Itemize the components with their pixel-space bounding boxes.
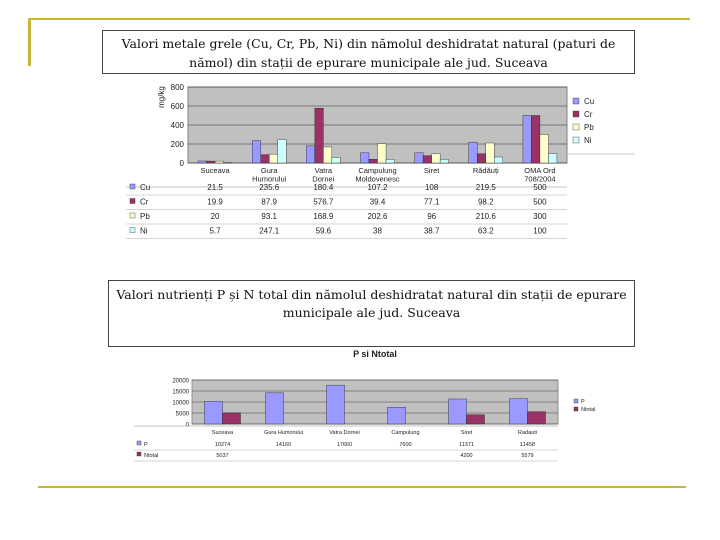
y-tick-label: 5000	[175, 411, 189, 418]
data-label: 14160	[275, 442, 292, 448]
y-tick-label: 600	[170, 102, 184, 111]
legend-label: P	[581, 399, 585, 405]
bar-ni	[548, 154, 557, 164]
bar-pb	[486, 143, 495, 163]
table-legend-key	[130, 184, 135, 189]
y-tick-label: 15000	[172, 389, 189, 396]
data-label: 4200	[460, 453, 473, 459]
data-label: 168.9	[313, 212, 334, 221]
bar-ni	[332, 157, 341, 163]
bar-cr	[477, 154, 486, 163]
chart-title: P si Ntotal	[353, 349, 397, 359]
data-label: 59.6	[315, 226, 332, 236]
bar-cr	[423, 156, 432, 163]
data-label: 77.1	[423, 197, 440, 207]
legend-key-ntotal	[574, 407, 578, 411]
y-axis-label: mg/kg	[157, 86, 166, 108]
x-tick-label: Campulung Moldovenesc	[355, 166, 400, 184]
heavy-metals-chart	[100, 76, 637, 254]
title-nutrients-text: Valori nutrienți P și N total din nămolul deshidratat natural din stații de epurare municipale ale jud. Suceava	[116, 287, 627, 320]
x-tick-label: Siret	[423, 166, 440, 175]
data-label: 247.1	[259, 226, 280, 236]
data-label: 11371	[459, 442, 474, 448]
data-label: 107.2	[367, 183, 388, 192]
bar-p	[327, 385, 345, 424]
bar-cr	[315, 108, 324, 163]
bar-cu	[361, 153, 370, 163]
data-label: 500	[533, 197, 547, 207]
nutrients-chart	[130, 347, 640, 465]
data-label: 11458	[520, 442, 535, 448]
data-label: 5579	[521, 453, 534, 459]
bar-ni	[386, 159, 395, 163]
x-tick-label: Vatra Dornei	[312, 166, 335, 184]
bar-cr	[207, 161, 216, 163]
table-series-name: P	[144, 442, 148, 448]
bar-p	[205, 401, 223, 424]
data-label: 202.6	[367, 212, 388, 221]
bar-cu	[198, 161, 207, 163]
legend-key-p	[574, 399, 578, 403]
bar-cr	[261, 155, 270, 163]
x-tick-label: Rădăuți	[472, 166, 499, 175]
data-label: 63.2	[477, 226, 494, 236]
data-label: 235.6	[259, 183, 280, 192]
table-legend-key	[130, 228, 135, 233]
data-label: 96	[427, 212, 437, 221]
data-label: 93.1	[261, 212, 278, 221]
bar-cu	[252, 141, 261, 163]
bar-ni	[224, 162, 233, 163]
title-heavy-metals	[102, 30, 635, 74]
data-label: 38	[373, 226, 382, 236]
table-series-name: Ntotal	[144, 453, 159, 459]
x-tick-label: Gura Humorului	[264, 430, 303, 436]
legend-key-ni	[573, 137, 579, 143]
data-label: 180.4	[313, 183, 334, 192]
data-label: 5.7	[209, 226, 221, 236]
decor-left-line	[28, 18, 31, 66]
x-tick-label: Suceava	[200, 166, 230, 175]
data-label: 210.6	[475, 212, 496, 221]
data-label: 300	[533, 212, 547, 221]
table-legend-key	[137, 452, 141, 456]
y-tick-label: 20000	[172, 378, 189, 385]
bar-p	[266, 393, 284, 424]
x-tick-label: Vatra Dornei	[329, 430, 360, 436]
data-label: 576.7	[313, 197, 334, 207]
decor-bottom-line	[38, 486, 686, 488]
y-tick-label: 800	[170, 83, 184, 92]
bar-p	[388, 407, 406, 424]
data-label: 100	[533, 226, 547, 236]
y-tick-label: 200	[170, 140, 184, 149]
x-tick-label: Gura Humorului	[252, 166, 287, 184]
bar-cu	[306, 146, 315, 163]
legend-label: Cu	[584, 97, 595, 106]
table-legend-key	[137, 441, 141, 445]
data-label: 5037	[216, 453, 229, 459]
bar-pb	[323, 147, 332, 163]
data-label: 19.9	[207, 197, 223, 207]
data-label: 21.5	[207, 183, 223, 192]
bar-ni	[440, 159, 449, 163]
table-legend-key	[130, 213, 135, 218]
bar-p	[510, 399, 528, 424]
bar-cu	[469, 142, 478, 163]
bar-cu	[523, 116, 532, 164]
x-tick-label: Siret	[460, 430, 473, 436]
bar-cr	[369, 159, 378, 163]
legend-label: Pb	[584, 123, 594, 132]
title-heavy-metals-text: Valori metale grele (Cu, Cr, Pb, Ni) din nămolul deshidratat natural (paturi de nămol) din stații de epurare municipale ale jud. Suceava	[121, 36, 616, 70]
x-tick-label: Suceava	[211, 430, 234, 436]
legend-key-pb	[573, 124, 579, 130]
bar-pb	[432, 154, 441, 163]
data-label: 39.4	[369, 197, 386, 207]
bar-ntotal	[467, 415, 485, 424]
legend-key-cu	[573, 98, 579, 104]
x-tick-label: Campulung	[391, 430, 420, 436]
y-tick-label: 10000	[172, 400, 189, 407]
bar-ntotal	[528, 412, 546, 424]
data-label: 17660	[336, 442, 353, 448]
table-legend-key	[130, 199, 135, 204]
table-series-name: Cr	[140, 197, 149, 207]
bar-ni	[494, 157, 503, 163]
data-label: 219.5	[475, 183, 496, 192]
bar-cu	[415, 153, 424, 163]
data-label: 87.9	[261, 197, 278, 207]
legend-label: Ni	[584, 136, 592, 145]
data-label: 108	[424, 183, 439, 192]
table-series-name: Cu	[140, 183, 151, 192]
y-tick-label: 400	[170, 121, 184, 130]
bar-p	[449, 399, 467, 424]
data-label: 10274	[214, 442, 231, 448]
x-tick-label: Radauti	[518, 430, 537, 436]
legend-key-cr	[573, 111, 579, 117]
title-nutrients	[108, 280, 635, 347]
legend-label: Cr	[584, 110, 593, 119]
y-tick-label: 0	[185, 422, 189, 429]
x-tick-label: OMA Ord 708/2004	[524, 166, 556, 184]
table-series-name: Ni	[140, 226, 148, 236]
decor-top-line	[28, 18, 690, 20]
bar-ntotal	[223, 413, 241, 424]
data-label: 38.7	[423, 226, 440, 236]
bar-pb	[540, 135, 549, 164]
data-label: 7600	[399, 442, 412, 448]
y-tick-label: 0	[179, 159, 184, 168]
legend-label: Ntotal	[581, 407, 596, 413]
table-series-name: Pb	[140, 212, 150, 221]
bar-pb	[378, 144, 387, 163]
bar-pb	[269, 154, 278, 163]
data-label: 500	[533, 183, 547, 192]
bar-pb	[215, 161, 224, 163]
bar-cr	[531, 116, 540, 164]
data-label: 20	[210, 212, 220, 221]
data-label: 98.2	[477, 197, 494, 207]
bar-ni	[278, 140, 287, 163]
